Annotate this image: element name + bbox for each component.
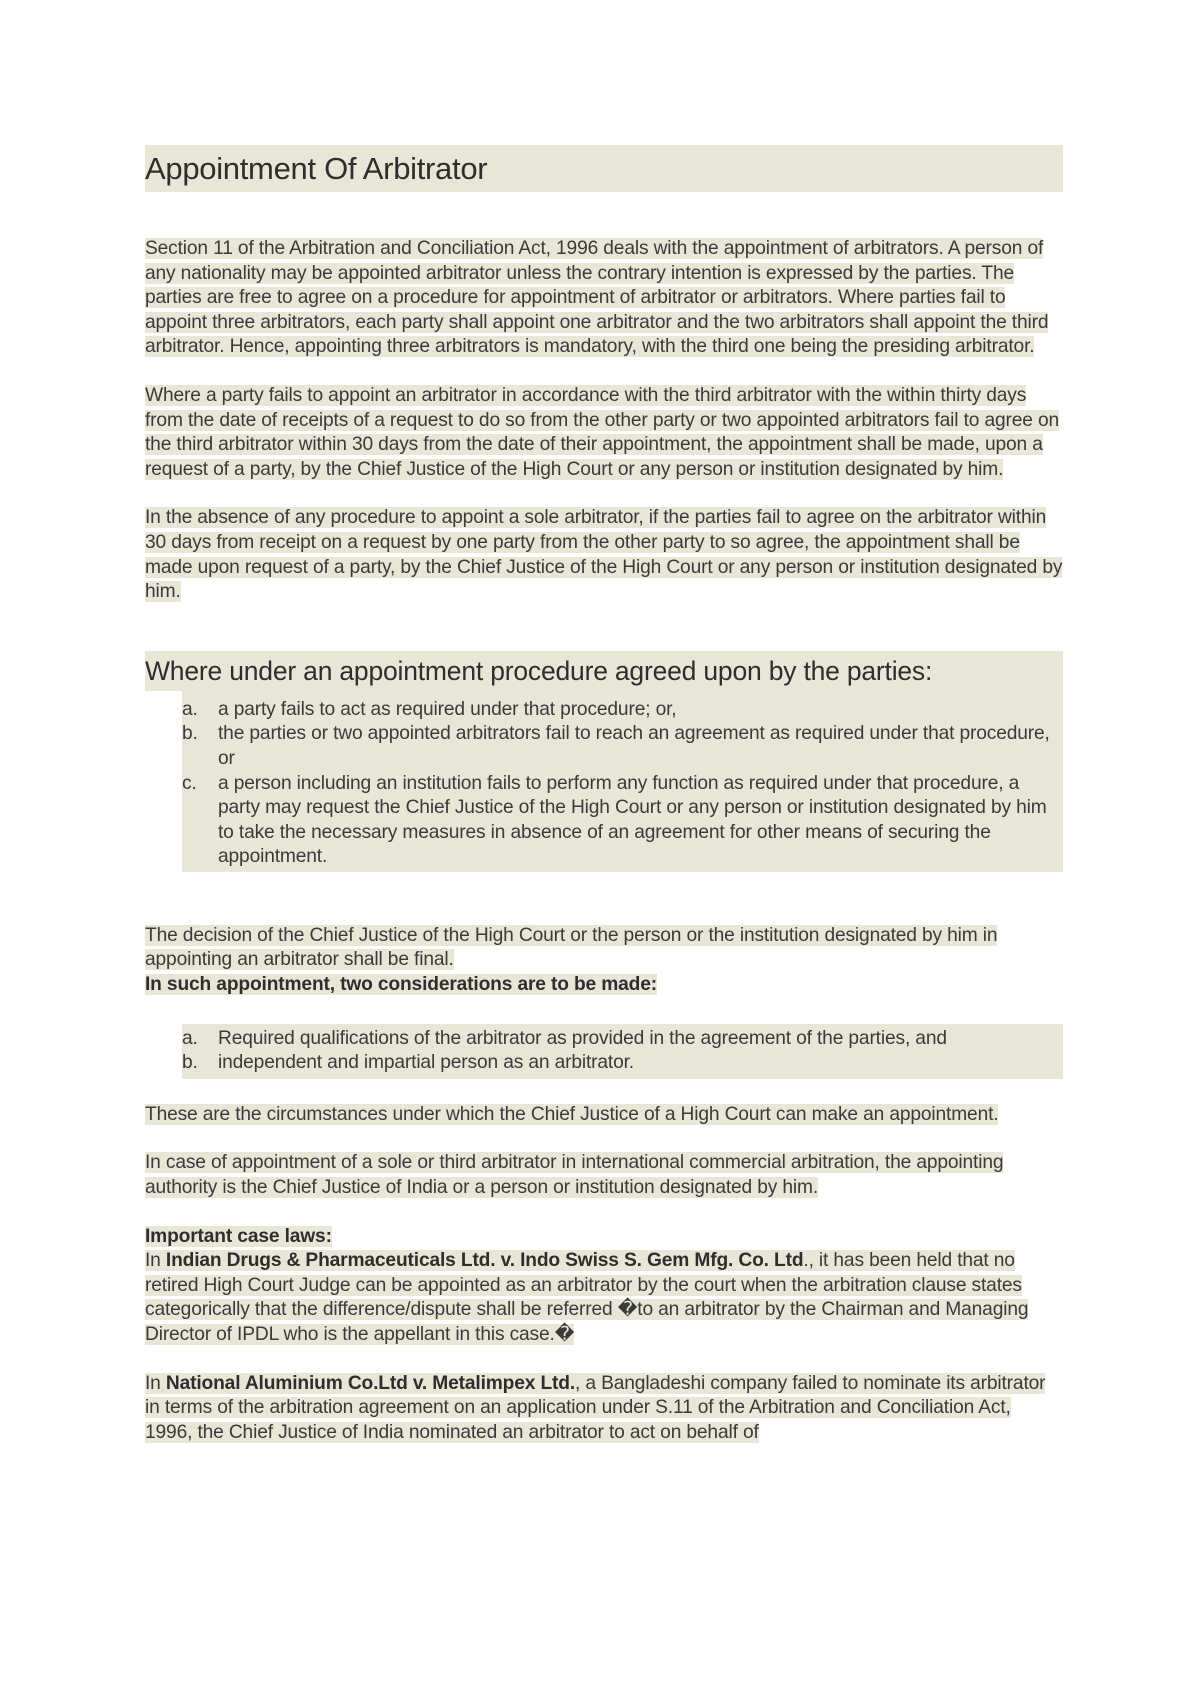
- paragraph-international: [145, 1151, 1063, 1200]
- paragraph-decision-final: [145, 924, 1063, 998]
- considerations-list: [182, 1024, 1063, 1079]
- paragraph-text: Where a party fails to appoint an arbitrator in accordance with the third arbitrator with the within thirty days from the date of receipts of a request to do so from the other party or two appointed arbitrators fail to agree on the third arbitrator within 30 days from the date of their appointment, the appointment shall be made, upon a request of a party, by the Chief Justice of the High Court or any person or institution designated by him.: [145, 384, 1060, 480]
- case-text: , a Bangladeshi company failed to nominate its arbitrator in terms of the arbitration agreement on an application under S.11 of the Arbitration and Conciliation Act, 1996, the Chief Justice of India nominated an arbitrator to act on behalf of: [145, 1372, 1046, 1443]
- paragraph-text: These are the circumstances under which the Chief Justice of a High Court can make an appointment.: [145, 1103, 999, 1125]
- list-marker: b.: [182, 1052, 198, 1074]
- case-name: Indian Drugs & Pharmaceuticals Ltd. v. Indo Swiss S. Gem Mfg. Co. Ltd: [165, 1250, 804, 1272]
- procedure-list: [182, 691, 1063, 872]
- case-name: National Aluminium Co.Ltd v. Metalimpex Ltd.: [165, 1372, 576, 1394]
- paragraph-section-11: [145, 237, 1063, 360]
- paragraph-case-2: [145, 1372, 1063, 1446]
- list-marker: b.: [182, 723, 198, 745]
- list-item: [182, 1027, 1063, 1052]
- list-marker: a.: [182, 1027, 198, 1049]
- list-item: [182, 772, 1063, 870]
- list-item: [182, 1051, 1063, 1076]
- list-item-text: independent and impartial person as an arbitrator.: [218, 1052, 634, 1074]
- paragraph-sole-arbitrator: [145, 506, 1063, 604]
- paragraph-text: Section 11 of the Arbitration and Conciliation Act, 1996 deals with the appointment of arbitrators. A person of any nationality may be appointed arbitrator unless the contrary intention is expressed by the parties. The parties are free to agree on a procedure for appointment of arbitrator or arbitrators. Where parties fail to appoint three arbitrators, each party shall appoint one arbitrator and the two arbitrators shall appoint the third arbitrator. Hence, appointing three arbitrators is mandatory, with the third one being the presiding arbitrator.: [145, 238, 1049, 358]
- paragraph-text: In case of appointment of a sole or third arbitrator in international commercial arbitration, the appointing authority is the Chief Justice of India or a person or institution designated by him.: [145, 1152, 1004, 1199]
- list-item-text: the parties or two appointed arbitrators fail to reach an agreement as required under that procedure, or: [218, 723, 1050, 769]
- list-marker: a.: [182, 698, 198, 720]
- list-marker: c.: [182, 772, 197, 794]
- list-item-text: Required qualifications of the arbitrator as provided in the agreement of the parties, and: [218, 1027, 947, 1049]
- list-item: [182, 698, 1063, 723]
- paragraph-text: In the absence of any procedure to appoint a sole arbitrator, if the parties fail to agree on the arbitrator within 30 days from receipt on a request by one party from the other party to so agree, the appointment shall be made upon request of a party, by the Chief Justice of the High Court or any person or institution designated by him.: [145, 507, 1063, 603]
- case-laws-heading: Important case laws:: [145, 1225, 332, 1247]
- case-prefix: In: [145, 1372, 166, 1394]
- page-title: Appointment Of Arbitrator: [145, 145, 1063, 192]
- paragraph-text: The decision of the Chief Justice of the High Court or the person or the institution designated by him in appointing an arbitrator shall be final.: [145, 924, 998, 971]
- case-prefix: In: [145, 1250, 166, 1272]
- case-text: ., it has been held that no retired High Court Judge can be appointed as an arbitrator by the court when the arbitration clause states categorically that the difference/dispute shall be referred �to an arbitrator by the Chairman and Managing Director of IPDL who is the appellant in this case.�: [145, 1250, 1029, 1345]
- document-page: [145, 145, 1063, 1445]
- paragraph-party-fails: [145, 384, 1063, 482]
- list-item-text: a person including an institution fails to perform any function as required under that procedure, a party may request the Chief Justice of the High Court or any person or institution designated by him to take the necessary measures in absence of an agreement for other means of securing the appointment.: [218, 772, 1047, 868]
- paragraph-case-laws: [145, 1225, 1063, 1348]
- list-item: [182, 722, 1063, 771]
- bold-subheading: In such appointment, two considerations are to be made:: [145, 974, 658, 996]
- paragraph-circumstances: [145, 1103, 1063, 1128]
- section-heading: Where under an appointment procedure agreed upon by the parties:: [145, 651, 1063, 691]
- list-item-text: a party fails to act as required under that procedure; or,: [218, 698, 677, 720]
